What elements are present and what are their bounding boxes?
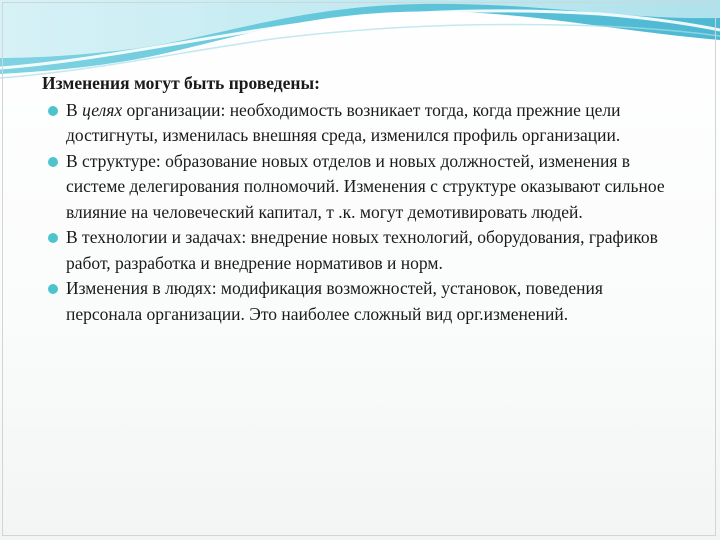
bullet-dot-icon — [48, 233, 58, 243]
list-item-text: Изменения в людях: модификация возможностей, установок, поведения персонала организации. Это наиболее сложный вид орг.изменений. — [66, 278, 603, 324]
list-item-text: В технологии и задачах: внедрение новых технологий, оборудования, графиков работ, разработка и внедрение нормативов и норм. — [66, 227, 658, 273]
bullet-dot-icon — [48, 157, 58, 167]
list-item-emphasis: целях — [82, 99, 123, 120]
list-item-text: В структуре: образование новых отделов и новых должностей, изменения в системе делегирования полномочий. Изменения с структуре оказывают сильное влияние на человеческий капитал, т .к. могут демотивировать людей. — [66, 150, 665, 222]
bullet-dot-icon — [48, 284, 58, 294]
list-item — [42, 276, 682, 327]
list-item-prefix: В — [66, 99, 83, 120]
list-item-text: организации: необходимость возникает тогда, когда прежние цели достигнуты, изменилась внешняя среда, изменился профиль организации. — [66, 99, 621, 145]
list-item — [42, 98, 682, 149]
list-item — [42, 225, 682, 276]
slide-heading: Изменения могут быть проведены: — [42, 73, 321, 93]
list-item — [42, 149, 682, 226]
bullet-list — [42, 98, 682, 328]
slide-content — [42, 71, 682, 327]
bullet-dot-icon — [48, 106, 58, 116]
